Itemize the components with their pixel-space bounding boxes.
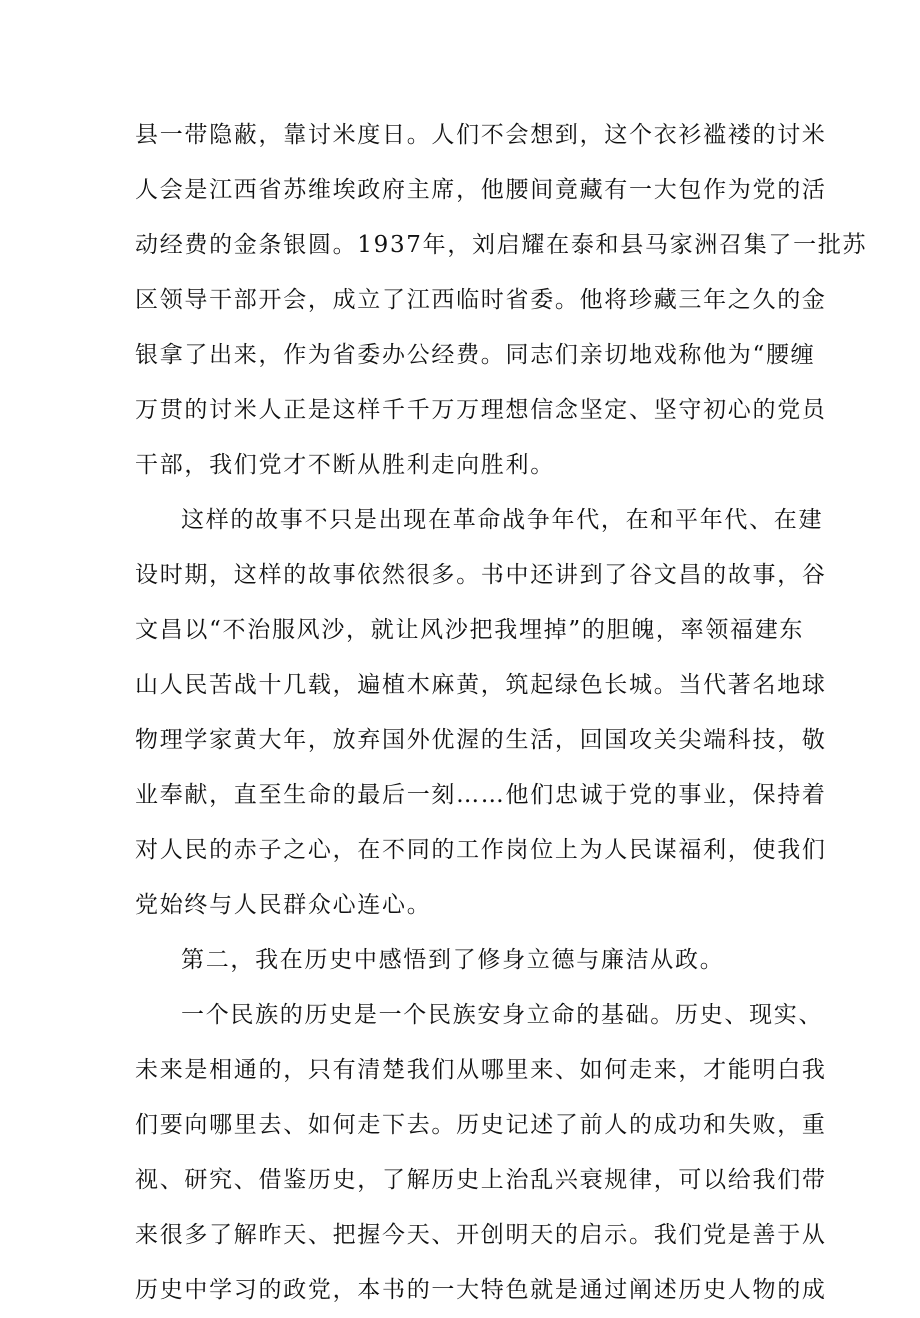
document-body <box>135 108 868 1318</box>
paragraph-start-line: 这样的故事不只是出现在革命战争年代，在和平年代、在建 <box>181 507 824 533</box>
text-line: 们要向哪里去、如何走下去。历史记述了前人的成功和失败，重 <box>135 1112 827 1138</box>
text-line: 业奉献，直至生命的最后一刻……他们忠诚于党的事业，保持着 <box>135 782 827 808</box>
text-line: 动经费的金条银圆。1937年，刘启耀在泰和县马家洲召集了一批苏 <box>135 232 868 258</box>
text-line: 人会是江西省苏维埃政府主席，他腰间竟藏有一大包作为党的活 <box>135 177 827 203</box>
text-line: 对人民的赤子之心，在不同的工作岗位上为人民谋福利，使我们 <box>135 837 827 863</box>
text-line: 干部，我们党才不断从胜利走向胜利。 <box>135 452 555 478</box>
section-heading-line: 第二，我在历史中感悟到了修身立德与廉洁从政。 <box>181 947 725 973</box>
text-line: 设时期，这样的故事依然很多。书中还讲到了谷文昌的故事，谷 <box>135 562 827 588</box>
text-line: 文昌以“不治服风沙，就让风沙把我埋掉”的胆魄，率领福建东 <box>135 617 805 643</box>
text-line: 区领导干部开会，成立了江西临时省委。他将珍藏三年之久的金 <box>135 287 827 313</box>
text-line: 万贯的讨米人正是这样千千万万理想信念坚定、坚守初心的党员 <box>135 397 827 423</box>
text-line: 历史中学习的政党，本书的一大特色就是通过阐述历史人物的成 <box>135 1277 827 1303</box>
text-line: 视、研究、借鉴历史，了解历史上治乱兴衰规律，可以给我们带 <box>135 1167 827 1193</box>
paragraph-start-line: 一个民族的历史是一个民族安身立命的基础。历史、现实、 <box>181 1002 824 1028</box>
text-line: 山人民苦战十几载，遍植木麻黄，筑起绿色长城。当代著名地球 <box>135 672 827 698</box>
text-line: 银拿了出来，作为省委办公经费。同志们亲切地戏称他为“腰缠 <box>135 342 816 368</box>
text-line: 来很多了解昨天、把握今天、开创明天的启示。我们党是善于从 <box>135 1222 827 1248</box>
text-line: 党始终与人民群众心连心。 <box>135 892 432 918</box>
text-line: 未来是相通的，只有清楚我们从哪里来、如何走来，才能明白我 <box>135 1057 827 1083</box>
text-line: 县一带隐蔽，靠讨米度日。人们不会想到，这个衣衫褴褛的讨米 <box>135 122 827 148</box>
text-line: 物理学家黄大年，放弃国外优渥的生活，回国攻关尖端科技，敬 <box>135 727 827 753</box>
